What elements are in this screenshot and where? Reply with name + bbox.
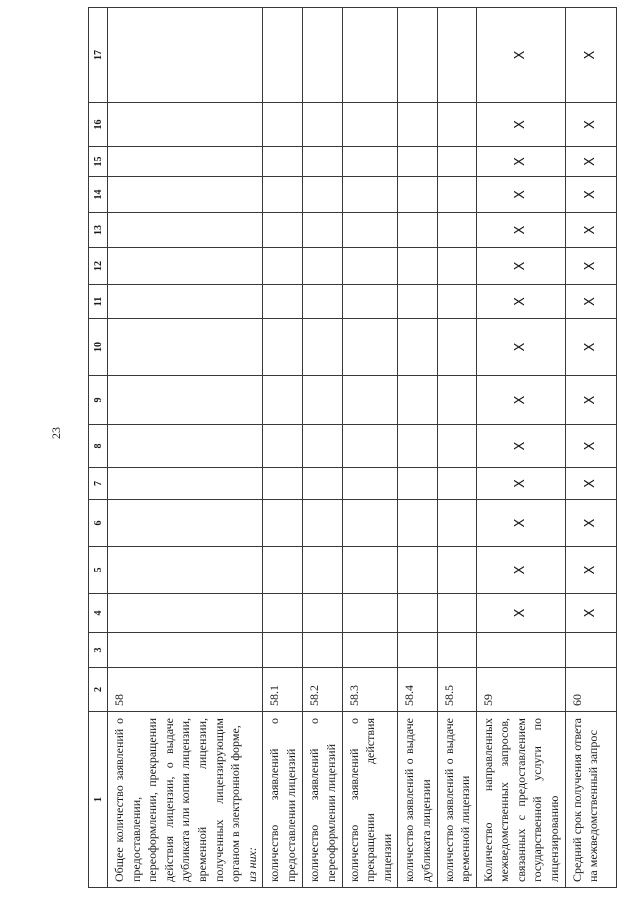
mark-cell: X xyxy=(476,500,565,547)
mark-cell xyxy=(263,213,303,248)
row-label: Средний срок получения ответа на межведомственный запрос xyxy=(569,718,601,882)
row-code: 58.2 xyxy=(303,668,342,712)
mark-cell: X xyxy=(476,103,565,147)
mark-cell xyxy=(303,103,342,147)
mark-cell xyxy=(342,285,398,319)
table-row xyxy=(303,8,342,888)
mark-cell xyxy=(398,376,437,425)
mark-cell: X xyxy=(565,8,616,103)
row-note: из них: xyxy=(244,847,259,882)
mark-cell xyxy=(108,376,263,425)
mark-cell: X xyxy=(476,285,565,319)
mark-cell xyxy=(437,147,476,177)
mark-cell xyxy=(263,147,303,177)
mark-cell xyxy=(437,8,476,103)
mark-cell xyxy=(263,594,303,633)
mark-cell xyxy=(398,425,437,468)
mark-cell xyxy=(342,147,398,177)
mark-cell xyxy=(437,425,476,468)
row-code: 58.5 xyxy=(437,668,476,712)
column-header-9: 9 xyxy=(89,376,108,425)
table-row xyxy=(342,8,398,888)
mark-cell xyxy=(398,213,437,248)
table-row xyxy=(398,8,437,888)
mark-cell: X xyxy=(476,547,565,594)
column-header-14: 14 xyxy=(89,177,108,213)
row-code: 59 xyxy=(476,668,565,712)
mark-cell xyxy=(437,285,476,319)
row-code: 60 xyxy=(565,668,616,712)
mark-cell xyxy=(108,213,263,248)
mark-cell xyxy=(437,319,476,376)
mark-cell xyxy=(437,103,476,147)
mark-cell: X xyxy=(476,213,565,248)
mark-cell xyxy=(437,500,476,547)
row-label: Количество направленных межведомственных запросов, связанных с предоставлением государственной услуги по лицензированию xyxy=(480,718,562,882)
mark-cell: X xyxy=(565,285,616,319)
mark-cell xyxy=(437,376,476,425)
mark-cell: X xyxy=(565,248,616,285)
mark-cell xyxy=(437,177,476,213)
column-header-5: 5 xyxy=(89,547,108,594)
mark-cell xyxy=(108,633,263,668)
column-header-7: 7 xyxy=(89,468,108,500)
column-header-8: 8 xyxy=(89,425,108,468)
mark-cell: X xyxy=(565,500,616,547)
mark-cell xyxy=(303,376,342,425)
mark-cell xyxy=(263,285,303,319)
table-row xyxy=(565,8,616,888)
table-row xyxy=(263,8,303,888)
mark-cell xyxy=(437,594,476,633)
mark-cell xyxy=(437,213,476,248)
mark-cell: X xyxy=(476,147,565,177)
mark-cell xyxy=(303,500,342,547)
mark-cell xyxy=(263,425,303,468)
mark-cell xyxy=(398,319,437,376)
mark-cell xyxy=(398,500,437,547)
mark-cell xyxy=(108,147,263,177)
column-header-4: 4 xyxy=(89,594,108,633)
mark-cell xyxy=(342,425,398,468)
column-header-6: 6 xyxy=(89,500,108,547)
mark-cell xyxy=(437,633,476,668)
row-code: 58 xyxy=(108,668,263,712)
mark-cell xyxy=(303,594,342,633)
mark-cell: X xyxy=(476,248,565,285)
mark-cell: X xyxy=(476,468,565,500)
mark-cell: X xyxy=(565,547,616,594)
mark-cell: X xyxy=(565,103,616,147)
mark-cell xyxy=(398,468,437,500)
mark-cell xyxy=(108,594,263,633)
row-label: Общее количество заявлений о предоставлении, переоформлении, прекращении действия лицензии, о выдаче дубликата или копии лицензии, временной лицензии, полученных лицензирующим органом в электронной форме, xyxy=(112,718,243,882)
mark-cell: X xyxy=(476,425,565,468)
mark-cell xyxy=(342,103,398,147)
mark-cell xyxy=(108,468,263,500)
mark-cell xyxy=(263,248,303,285)
mark-cell xyxy=(398,248,437,285)
column-header-15: 15 xyxy=(89,147,108,177)
mark-cell xyxy=(108,547,263,594)
mark-cell xyxy=(263,633,303,668)
mark-cell xyxy=(437,547,476,594)
mark-cell xyxy=(476,633,565,668)
mark-cell xyxy=(303,319,342,376)
mark-cell: X xyxy=(476,594,565,633)
mark-cell xyxy=(108,248,263,285)
mark-cell xyxy=(398,285,437,319)
mark-cell xyxy=(342,547,398,594)
mark-cell xyxy=(108,500,263,547)
mark-cell xyxy=(303,468,342,500)
row-label-cell xyxy=(108,712,263,888)
row-label: количество заявлений о выдаче дубликата лицензии xyxy=(402,718,433,882)
row-code: 58.3 xyxy=(342,668,398,712)
mark-cell: X xyxy=(565,177,616,213)
row-label: количество заявлений о выдаче временной лицензии xyxy=(441,718,473,882)
row-label: количество заявлений о прекращении действия лицензии xyxy=(346,718,394,882)
column-header-3: 3 xyxy=(89,633,108,668)
mark-cell xyxy=(398,547,437,594)
mark-cell xyxy=(437,248,476,285)
mark-cell xyxy=(303,425,342,468)
table-row xyxy=(437,8,476,888)
row-label-cell xyxy=(342,712,398,888)
mark-cell: X xyxy=(565,468,616,500)
mark-cell xyxy=(398,8,437,103)
mark-cell xyxy=(263,103,303,147)
mark-cell xyxy=(108,285,263,319)
column-header-13: 13 xyxy=(89,213,108,248)
mark-cell: X xyxy=(565,425,616,468)
column-header-16: 16 xyxy=(89,103,108,147)
mark-cell xyxy=(263,177,303,213)
mark-cell xyxy=(263,8,303,103)
mark-cell xyxy=(263,376,303,425)
mark-cell xyxy=(342,8,398,103)
mark-cell xyxy=(437,468,476,500)
mark-cell xyxy=(303,8,342,103)
mark-cell xyxy=(303,285,342,319)
mark-cell xyxy=(303,213,342,248)
mark-cell xyxy=(398,147,437,177)
mark-cell xyxy=(303,177,342,213)
mark-cell xyxy=(342,594,398,633)
header-row xyxy=(89,8,108,888)
table-row xyxy=(476,8,565,888)
mark-cell xyxy=(108,177,263,213)
mark-cell xyxy=(398,103,437,147)
row-label: количество заявлений о переоформлении лицензий xyxy=(307,718,338,882)
mark-cell xyxy=(303,547,342,594)
mark-cell: X xyxy=(565,213,616,248)
mark-cell xyxy=(303,147,342,177)
column-header-1: 1 xyxy=(89,712,108,888)
column-header-12: 12 xyxy=(89,248,108,285)
mark-cell xyxy=(398,177,437,213)
mark-cell: X xyxy=(476,8,565,103)
mark-cell xyxy=(342,319,398,376)
row-label-cell xyxy=(398,712,437,888)
row-label-cell xyxy=(565,712,616,888)
mark-cell: X xyxy=(476,319,565,376)
mark-cell xyxy=(108,319,263,376)
mark-cell: X xyxy=(565,376,616,425)
mark-cell: X xyxy=(565,147,616,177)
mark-cell xyxy=(398,594,437,633)
mark-cell: X xyxy=(565,319,616,376)
mark-cell xyxy=(342,376,398,425)
mark-cell xyxy=(342,213,398,248)
row-code: 58.1 xyxy=(263,668,303,712)
mark-cell xyxy=(108,425,263,468)
report-table xyxy=(88,8,601,888)
mark-cell xyxy=(108,103,263,147)
mark-cell: X xyxy=(476,177,565,213)
row-label-cell xyxy=(437,712,476,888)
column-header-10: 10 xyxy=(89,319,108,376)
mark-cell xyxy=(342,500,398,547)
row-label-cell xyxy=(263,712,303,888)
mark-cell xyxy=(263,468,303,500)
column-header-17: 17 xyxy=(89,8,108,103)
mark-cell xyxy=(263,319,303,376)
column-header-2: 2 xyxy=(89,668,108,712)
table-row xyxy=(108,8,263,888)
mark-cell xyxy=(303,633,342,668)
mark-cell xyxy=(342,633,398,668)
mark-cell xyxy=(108,8,263,103)
mark-cell xyxy=(565,633,616,668)
row-label: количество заявлений о предоставлении лицензий xyxy=(267,718,298,882)
mark-cell xyxy=(342,177,398,213)
mark-cell: X xyxy=(565,594,616,633)
mark-cell xyxy=(263,500,303,547)
mark-cell xyxy=(303,248,342,285)
mark-cell xyxy=(398,633,437,668)
page-number: 23 xyxy=(49,427,63,439)
mark-cell: X xyxy=(476,376,565,425)
mark-cell xyxy=(342,468,398,500)
row-label-cell xyxy=(476,712,565,888)
column-header-11: 11 xyxy=(89,285,108,319)
row-code: 58.4 xyxy=(398,668,437,712)
row-label-cell xyxy=(303,712,342,888)
mark-cell xyxy=(342,248,398,285)
mark-cell xyxy=(263,547,303,594)
